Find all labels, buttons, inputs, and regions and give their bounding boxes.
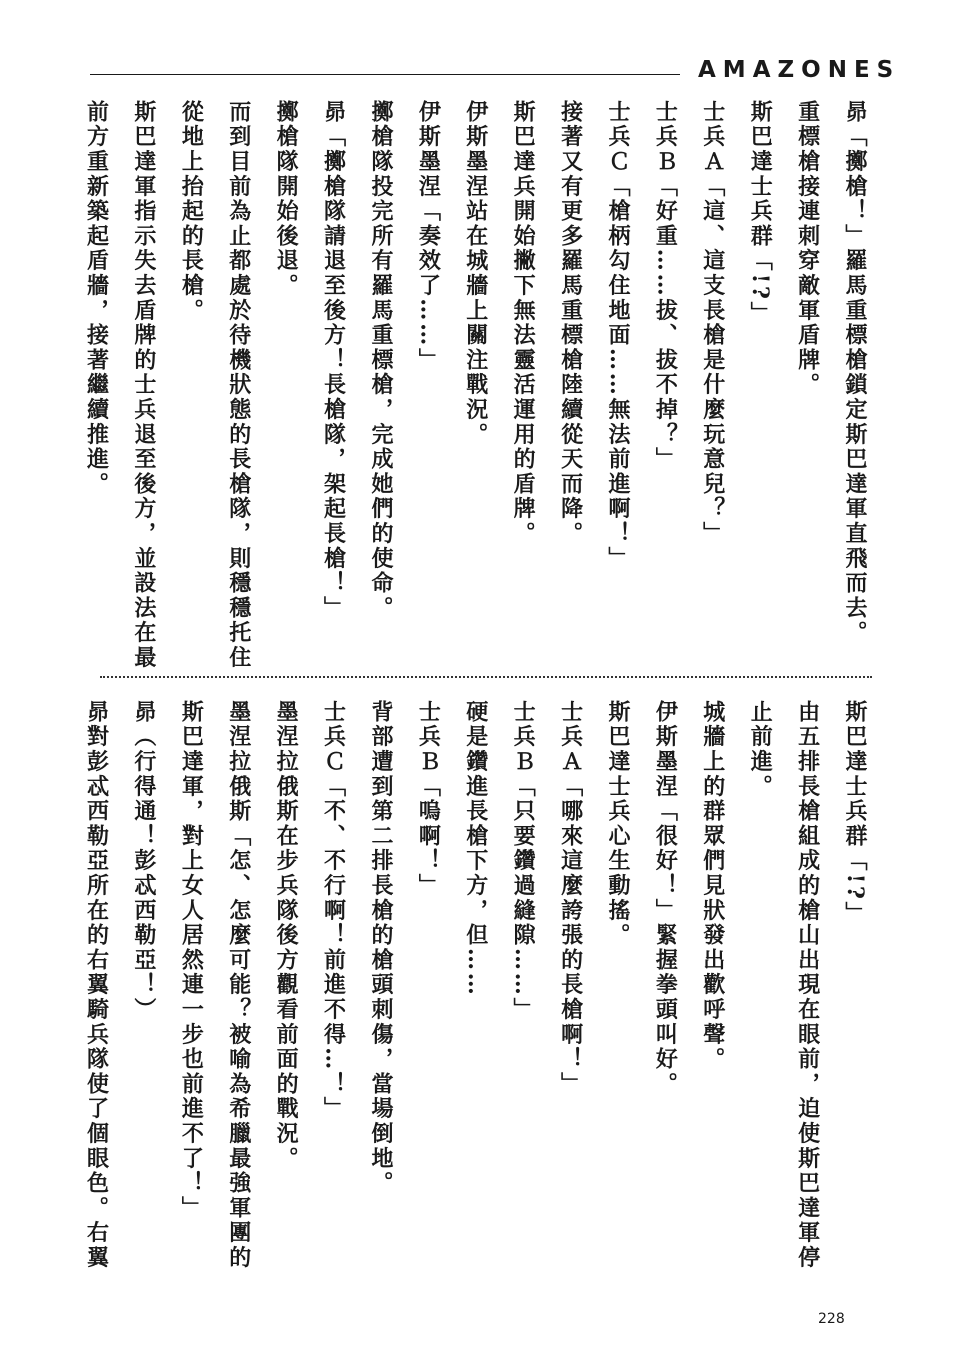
text-line: 背部遭到第二排長槍的槍頭刺傷，當場倒地。: [367, 700, 394, 1196]
text-line: 伊斯墨涅「奏效了……」: [415, 100, 442, 373]
bottom-text-section: [83, 700, 878, 1271]
text-line: 硬是鑽進長槍下方，但……: [462, 700, 489, 998]
page-number: 228: [818, 1311, 845, 1327]
text-line: 擲槍隊開始後退。: [273, 100, 300, 299]
text-line: 斯巴達軍，對上女人居然連一步也前進不了！」: [178, 700, 205, 1221]
text-line: 昴對彭忒西勒亞所在的右翼騎兵隊使了個眼色。右翼: [83, 700, 110, 1271]
text-line: 士兵Ｂ「只要鑽過縫隙……」: [510, 700, 537, 1023]
text-line: 士兵Ｂ「嗚啊！」: [415, 700, 442, 899]
text-line: 士兵Ａ「哪來這麼誇張的長槍啊！」: [557, 700, 584, 1097]
running-header-title: AMAZONES: [698, 57, 901, 83]
text-line: 擲槍隊投完所有羅馬重標槍，完成她們的使命。: [367, 100, 394, 621]
text-line: 斯巴達士兵心生動搖。: [604, 700, 631, 948]
text-line: 斯巴達士兵群「!?」: [842, 700, 868, 927]
text-line: 昴「擲槍隊請退至後方！長槍隊，架起長槍！」: [320, 100, 347, 621]
section-divider: [100, 676, 872, 678]
text-line: 士兵Ｂ「好重……拔、拔不掉？」: [652, 100, 679, 472]
text-line: 斯巴達士兵群「!?」: [747, 100, 774, 327]
text-line: 士兵Ｃ「槍柄勾住地面……無法前進啊！」: [604, 100, 631, 572]
text-line: 斯巴達兵開始撇下無法靈活運用的盾牌。: [510, 100, 537, 547]
text-line: 城牆上的群眾們見狀發出歡呼聲。: [699, 700, 726, 1072]
header-rule: [90, 74, 680, 75]
text-line: 伊斯墨涅站在城牆上關注戰況。: [462, 100, 489, 448]
text-line: 士兵Ａ「這、這支長槍是什麼玩意兒？」: [699, 100, 726, 547]
top-text-section: [83, 100, 878, 671]
text-line: 從地上抬起的長槍。: [178, 100, 205, 324]
text-line: 由五排長槍組成的槍山出現在眼前，迫使斯巴達軍停: [794, 700, 821, 1271]
text-line: 墨涅拉俄斯「怎、怎麼可能？被喻為希臘最強軍團的: [225, 700, 252, 1271]
text-line: 墨涅拉俄斯在步兵隊後方觀看前面的戰況。: [273, 700, 300, 1172]
text-line: 止前進。: [747, 700, 774, 800]
text-line: 前方重新築起盾牆，接著繼續推進。: [83, 100, 110, 497]
text-line: 斯巴達軍指示失去盾牌的士兵退至後方，並設法在最: [130, 100, 157, 671]
text-line: 接著又有更多羅馬重標槍陸續從天而降。: [557, 100, 584, 547]
text-line: 而到目前為止都處於待機狀態的長槍隊，則穩穩托住: [225, 100, 252, 671]
text-line: 昴「擲槍！」羅馬重標槍鎖定斯巴達軍直飛而去。: [842, 100, 868, 646]
text-line: 昴（行得通！彭忒西勒亞！）: [130, 700, 157, 1023]
text-line: 伊斯墨涅「很好！」緊握拳頭叫好。: [652, 700, 679, 1097]
text-line: 士兵Ｃ「不、不行啊！前進不得…！」: [320, 700, 347, 1122]
text-line: 重標槍接連刺穿敵軍盾牌。: [794, 100, 821, 398]
